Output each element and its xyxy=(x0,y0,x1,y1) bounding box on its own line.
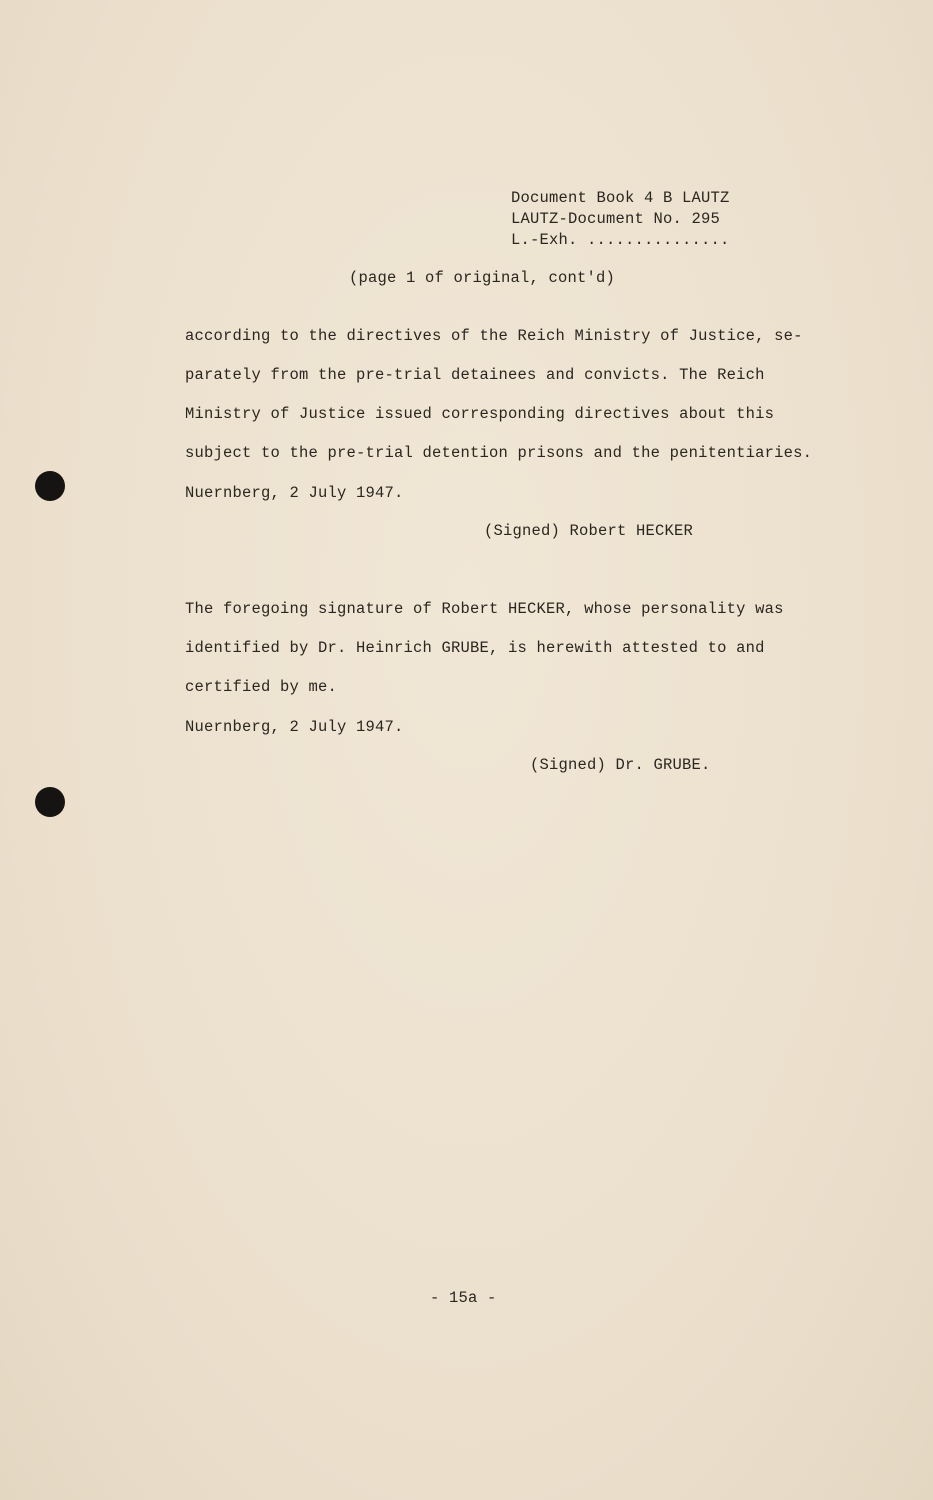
place-date-1: Nuernberg, 2 July 1947. xyxy=(185,484,404,502)
doc-number-line: LAUTZ-Document No. 295 xyxy=(511,210,721,228)
signature-hecker: (Signed) Robert HECKER xyxy=(484,522,694,540)
paragraph-line: The foregoing signature of Robert HECKER, whose personality was xyxy=(185,600,784,618)
doc-book-line: Document Book 4 B LAUTZ xyxy=(511,189,730,207)
page-number: - 15a - xyxy=(430,1289,497,1307)
paragraph-line: subject to the pre-trial detention prisons and the penitentiaries. xyxy=(185,444,813,462)
paragraph-line: certified by me. xyxy=(185,678,338,696)
paragraph-line: according to the directives of the Reich Ministry of Justice, se- xyxy=(185,327,803,345)
signature-grube: (Signed) Dr. GRUBE. xyxy=(530,756,711,774)
punch-hole-top xyxy=(35,471,65,501)
paragraph-line: identified by Dr. Heinrich GRUBE, is herewith attested to and xyxy=(185,639,765,657)
exhibit-line: L.-Exh. ............... xyxy=(511,231,730,249)
paragraph-line: Ministry of Justice issued corresponding directives about this xyxy=(185,405,775,423)
paragraph-line: parately from the pre-trial detainees and convicts. The Reich xyxy=(185,366,765,384)
page-note: (page 1 of original, cont'd) xyxy=(349,269,616,287)
place-date-2: Nuernberg, 2 July 1947. xyxy=(185,718,404,736)
punch-hole-bottom xyxy=(35,787,65,817)
